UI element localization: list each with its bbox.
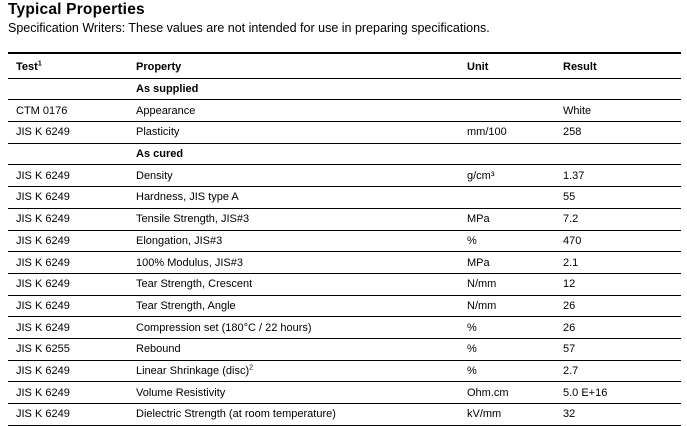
cell-property — [128, 165, 459, 187]
table-row — [8, 273, 681, 295]
cell-property — [128, 100, 459, 122]
cell-property-text: Density — [136, 169, 173, 182]
cell-property-text: Tear Strength, Crescent — [136, 278, 253, 291]
cell-result: 32 — [555, 404, 681, 426]
cell-unit: % — [459, 360, 555, 382]
table-row — [8, 230, 681, 252]
cell-result: 5.0 E+16 — [555, 382, 681, 404]
cell-property-text: Hardness, JIS type A — [136, 191, 239, 204]
table-header-row — [8, 57, 681, 78]
cell-test: JIS K 6249 — [8, 252, 128, 274]
cell-property — [128, 295, 459, 317]
table-row — [8, 122, 681, 144]
cell-result: White — [555, 100, 681, 122]
cell-property — [128, 252, 459, 274]
cell-unit: mm/100 — [459, 122, 555, 144]
cell-test: CTM 0176 — [8, 100, 128, 122]
cell-test: JIS K 6249 — [8, 273, 128, 295]
cell-property-text: Linear Shrinkage (disc) — [136, 364, 250, 377]
cell-property — [128, 338, 459, 360]
page-subtitle: Specification Writers: These values are not intended for use in preparing specifications. — [8, 21, 490, 35]
cell-result: 57 — [555, 338, 681, 360]
cell-property-text: Rebound — [136, 343, 181, 356]
cell-result: 55 — [555, 187, 681, 209]
cell-property — [128, 273, 459, 295]
cell-unit: % — [459, 317, 555, 339]
cell-property-text: Appearance — [136, 104, 196, 117]
column-header-test — [8, 57, 128, 78]
cell-result: 258 — [555, 122, 681, 144]
cell-property — [128, 317, 459, 339]
cell-test: JIS K 6249 — [8, 317, 128, 339]
table-row — [8, 187, 681, 209]
cell-unit: % — [459, 338, 555, 360]
table-row — [8, 295, 681, 317]
table-row — [8, 317, 681, 339]
cell-unit — [459, 187, 555, 209]
section-label: As supplied — [128, 78, 681, 100]
cell-test: JIS K 6249 — [8, 122, 128, 144]
section-row — [8, 143, 681, 165]
section-row — [8, 78, 681, 100]
cell-result: 26 — [555, 317, 681, 339]
cell-test: JIS K 6249 — [8, 382, 128, 404]
table-row — [8, 382, 681, 404]
cell-test: JIS K 6249 — [8, 230, 128, 252]
cell-property-text: Volume Resistivity — [136, 386, 226, 399]
cell-result: 2.7 — [555, 360, 681, 382]
cell-test: JIS K 6249 — [8, 208, 128, 230]
properties-table — [8, 57, 681, 426]
section-empty-cell — [8, 78, 128, 100]
cell-unit — [459, 100, 555, 122]
column-header-test-label: Test — [16, 61, 38, 74]
cell-property-text: 100% Modulus, JIS#3 — [136, 256, 244, 269]
table-row — [8, 338, 681, 360]
table-row — [8, 165, 681, 187]
column-header-unit: Unit — [459, 57, 555, 78]
table-row — [8, 252, 681, 274]
cell-property-text: Plasticity — [136, 126, 180, 139]
cell-unit: MPa — [459, 252, 555, 274]
property-footnote-marker: 2 — [249, 364, 254, 372]
cell-property — [128, 382, 459, 404]
cell-property — [128, 404, 459, 426]
cell-property — [128, 208, 459, 230]
table-top-rule — [8, 52, 681, 54]
cell-test: JIS K 6249 — [8, 165, 128, 187]
table-row — [8, 360, 681, 382]
table-row — [8, 100, 681, 122]
cell-property-text: Elongation, JIS#3 — [136, 234, 223, 247]
cell-property-text: Tensile Strength, JIS#3 — [136, 213, 250, 226]
cell-unit: Ohm.cm — [459, 382, 555, 404]
cell-property-text: Tear Strength, Angle — [136, 299, 236, 312]
column-header-result: Result — [555, 57, 681, 78]
cell-result: 12 — [555, 273, 681, 295]
cell-unit: N/mm — [459, 295, 555, 317]
cell-property — [128, 230, 459, 252]
cell-result: 26 — [555, 295, 681, 317]
cell-property-text: Compression set (180°C / 22 hours) — [136, 321, 312, 334]
cell-test: JIS K 6255 — [8, 338, 128, 360]
section-empty-cell — [8, 143, 128, 165]
test-footnote-marker: 1 — [37, 60, 42, 68]
cell-result: 470 — [555, 230, 681, 252]
cell-unit: MPa — [459, 208, 555, 230]
cell-test: JIS K 6249 — [8, 295, 128, 317]
section-label: As cured — [128, 143, 681, 165]
cell-property — [128, 187, 459, 209]
cell-result: 7.2 — [555, 208, 681, 230]
cell-test: JIS K 6249 — [8, 187, 128, 209]
cell-result: 1.37 — [555, 165, 681, 187]
cell-property — [128, 122, 459, 144]
cell-unit: N/mm — [459, 273, 555, 295]
cell-unit: g/cm³ — [459, 165, 555, 187]
table-body — [8, 78, 681, 425]
cell-result: 2.1 — [555, 252, 681, 274]
cell-test: JIS K 6249 — [8, 404, 128, 426]
cell-unit: kV/mm — [459, 404, 555, 426]
cell-property — [128, 360, 459, 382]
column-header-property: Property — [128, 57, 459, 78]
page-title: Typical Properties — [8, 1, 145, 18]
cell-test: JIS K 6249 — [8, 360, 128, 382]
cell-property-text: Dielectric Strength (at room temperature) — [136, 408, 336, 421]
table-row — [8, 404, 681, 426]
cell-unit: % — [459, 230, 555, 252]
table-row — [8, 208, 681, 230]
